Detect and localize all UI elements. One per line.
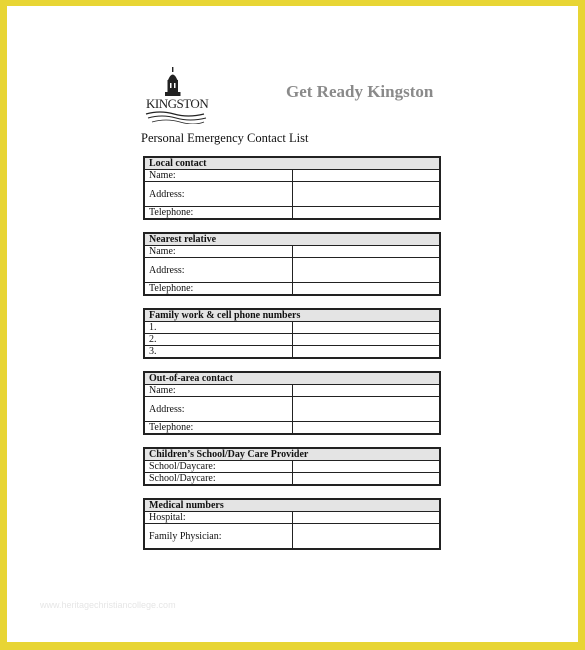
field-label: Address: bbox=[145, 258, 293, 283]
section-header: Local contact bbox=[145, 158, 440, 170]
section-out-of-area-contact bbox=[143, 371, 441, 435]
entry-cell[interactable] bbox=[292, 512, 440, 524]
field-label: Address: bbox=[145, 397, 293, 422]
field-label: Name: bbox=[145, 385, 293, 397]
field-label: Hospital: bbox=[145, 512, 293, 524]
field-label: School/Daycare: bbox=[145, 461, 293, 473]
entry-cell[interactable] bbox=[292, 397, 440, 422]
field-label: Telephone: bbox=[145, 283, 293, 295]
entry-cell[interactable] bbox=[292, 346, 440, 358]
entry-cell[interactable] bbox=[292, 207, 440, 219]
section-header: Out-of-area contact bbox=[145, 373, 440, 385]
brand-title: Get Ready Kingston bbox=[286, 82, 434, 101]
entry-cell[interactable] bbox=[292, 246, 440, 258]
field-label: Telephone: bbox=[145, 207, 293, 219]
entry-cell[interactable] bbox=[292, 322, 440, 334]
entry-cell[interactable] bbox=[292, 422, 440, 434]
field-label: Name: bbox=[145, 246, 293, 258]
entry-cell[interactable] bbox=[292, 170, 440, 182]
section-header: Children’s School/Day Care Provider bbox=[145, 449, 440, 461]
field-label: Name: bbox=[145, 170, 293, 182]
section-school-daycare bbox=[143, 447, 441, 486]
section-family-numbers bbox=[143, 308, 441, 359]
field-label: Family Physician: bbox=[145, 524, 293, 549]
field-label: 3. bbox=[145, 346, 293, 358]
section-header: Family work & cell phone numbers bbox=[145, 310, 440, 322]
entry-cell[interactable] bbox=[292, 461, 440, 473]
section-local-contact bbox=[143, 156, 441, 220]
section-header: Medical numbers bbox=[145, 500, 440, 512]
section-medical-numbers bbox=[143, 498, 441, 550]
field-label: Address: bbox=[145, 182, 293, 207]
logo-wordmark: KINGSTON bbox=[146, 96, 209, 111]
entry-cell[interactable] bbox=[292, 182, 440, 207]
entry-cell[interactable] bbox=[292, 334, 440, 346]
field-label: School/Daycare: bbox=[145, 473, 293, 485]
entry-cell[interactable] bbox=[292, 473, 440, 485]
section-nearest-relative bbox=[143, 232, 441, 296]
field-label: 1. bbox=[145, 322, 293, 334]
entry-cell[interactable] bbox=[292, 524, 440, 549]
entry-cell[interactable] bbox=[292, 283, 440, 295]
entry-cell[interactable] bbox=[292, 258, 440, 283]
section-header: Nearest relative bbox=[145, 234, 440, 246]
kingston-city-hall-logo bbox=[142, 66, 212, 124]
watermark-text: www.heritagechristiancollege.com bbox=[40, 600, 176, 610]
field-label: Telephone: bbox=[145, 422, 293, 434]
entry-cell[interactable] bbox=[292, 385, 440, 397]
field-label: 2. bbox=[145, 334, 293, 346]
document-title: Personal Emergency Contact List bbox=[141, 131, 309, 145]
